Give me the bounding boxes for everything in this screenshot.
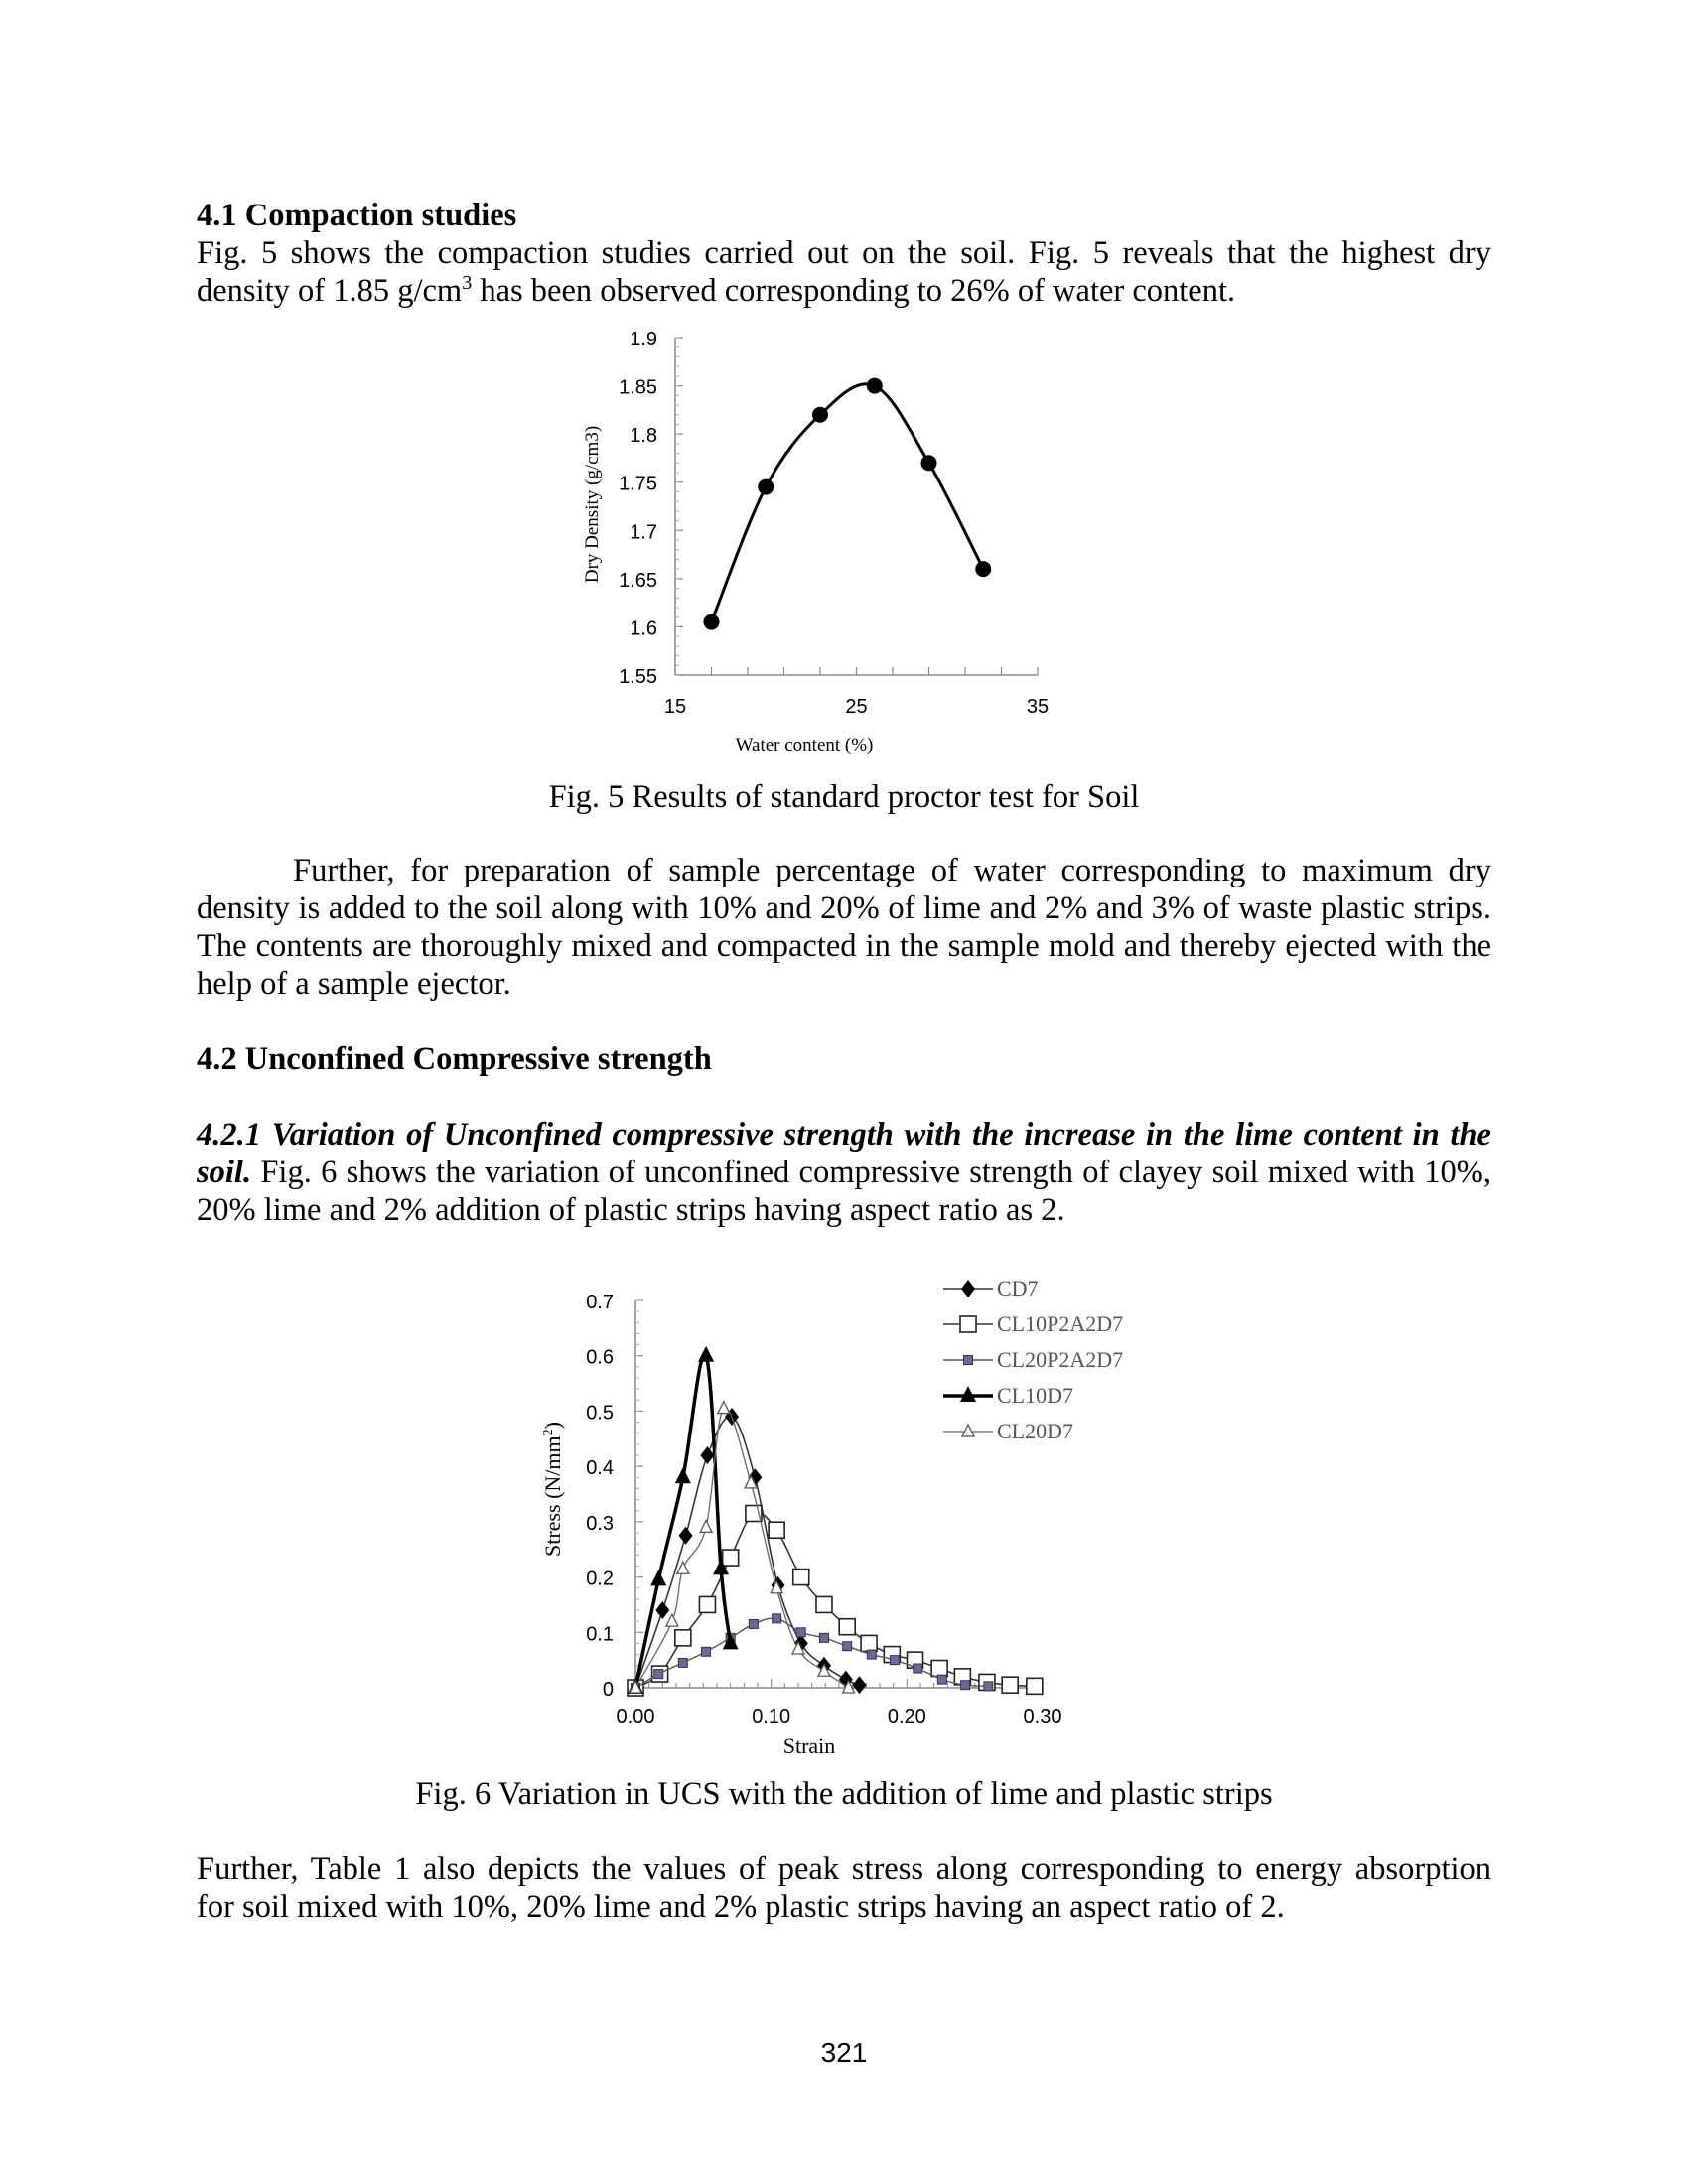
series-cl20p2a2d7 bbox=[632, 1614, 993, 1693]
cl20p2a2d7-marker bbox=[819, 1633, 828, 1642]
cd7-marker bbox=[853, 1676, 867, 1694]
legend-label: CL20P2A2D7 bbox=[997, 1347, 1124, 1372]
legend-label: CL10D7 bbox=[997, 1383, 1073, 1408]
fig5-data-point bbox=[704, 614, 720, 630]
cl20d7-marker bbox=[962, 1425, 974, 1436]
fig6-caption: Fig. 6 Variation in UCS with the addition of lime and plastic strips bbox=[415, 1776, 1273, 1812]
section-heading-4-2: 4.2 Unconfined Compressive strength bbox=[197, 1041, 712, 1077]
cl20p2a2d7-marker bbox=[678, 1658, 687, 1667]
cl20d7-marker bbox=[718, 1402, 730, 1414]
legend-item-cl10d7 bbox=[943, 1383, 1073, 1408]
paragraph-line: density of 1.85 $g/cm^3$ has been observed corresponding to 26% of water content. bbox=[197, 272, 1236, 309]
section-heading-4-1: 4.1 Compaction studies bbox=[197, 198, 517, 233]
fig5-caption: Fig. 5 Results of standard proctor test for Soil bbox=[548, 779, 1140, 815]
fig5-y-tick-label: 1.9 bbox=[630, 329, 657, 350]
subsection-title: 4.2.1 Variation of Unconfined compressive strength with the increase in the lime content in the bbox=[197, 1117, 1491, 1153]
cl20p2a2d7-marker bbox=[867, 1650, 876, 1659]
series-cl20d7 bbox=[630, 1402, 855, 1693]
cl10p2a2d7-marker bbox=[1027, 1678, 1043, 1694]
fig6-y-axis-label: Stress $(N/mm^2)$ bbox=[540, 1422, 565, 1557]
fig6-y-tick-label: 0 bbox=[602, 1679, 614, 1701]
cl10p2a2d7-marker bbox=[769, 1522, 784, 1538]
cl10d7-marker bbox=[650, 1570, 666, 1585]
fig6-y-tick-label: 0.3 bbox=[586, 1512, 614, 1535]
cl20d7-marker bbox=[700, 1520, 712, 1532]
paragraph-line: for soil mixed with 10%, 20% lime and 2% plastic strips having an aspect ratio of 2. bbox=[197, 1889, 1285, 1925]
fig6-y-tick-label: 0.6 bbox=[586, 1346, 614, 1369]
fig6-series bbox=[628, 1346, 1043, 1697]
fig5-y-tick-label: 1.85 bbox=[619, 376, 657, 399]
series-line-cl20p2a2d7 bbox=[635, 1618, 988, 1688]
cl10p2a2d7-marker bbox=[816, 1596, 832, 1612]
fig6-y-tick-label: 0.2 bbox=[586, 1568, 614, 1590]
legend-item-cl20p2a2d7 bbox=[943, 1347, 1123, 1372]
fig5-y-tick-label: 1.55 bbox=[619, 666, 657, 688]
cl10p2a2d7-marker bbox=[723, 1550, 739, 1566]
fig6-x-tick-label: 0.10 bbox=[752, 1706, 791, 1728]
legend-item-cd7 bbox=[943, 1276, 1039, 1300]
fig5-chart bbox=[556, 318, 1092, 764]
cl20p2a2d7-marker bbox=[843, 1642, 852, 1651]
fig5-points bbox=[704, 378, 992, 630]
fig5-y-axis-label: Dry Density (g/cm3) bbox=[582, 425, 603, 584]
fig6-x-tick-label: 0.20 bbox=[887, 1706, 926, 1728]
paragraph-line: The contents are thoroughly mixed and compacted in the sample mold and thereby ejected with the bbox=[197, 928, 1491, 964]
cl20p2a2d7-marker bbox=[654, 1670, 663, 1679]
fig6-chart bbox=[526, 1251, 1221, 1767]
cl10p2a2d7-marker bbox=[699, 1596, 715, 1612]
cd7-marker bbox=[961, 1280, 975, 1297]
legend-item-cl20d7 bbox=[943, 1419, 1073, 1443]
paragraph-line: Further, Table 1 also depicts the values of peak stress along corresponding to energy absorption bbox=[197, 1851, 1491, 1887]
fig5-series-line bbox=[712, 384, 984, 622]
legend-label: CD7 bbox=[997, 1276, 1039, 1300]
fig5-ticks bbox=[619, 329, 1049, 718]
cl20p2a2d7-marker bbox=[964, 1356, 973, 1365]
paragraph-line: Further, for preparation of sample percentage of water corresponding to maximum dry bbox=[293, 853, 1491, 888]
cl10d7-marker bbox=[675, 1467, 691, 1483]
cl10d7-marker bbox=[698, 1346, 714, 1362]
cl10d7-marker bbox=[960, 1386, 976, 1402]
fig5-data-point bbox=[921, 455, 937, 471]
cl20p2a2d7-marker bbox=[891, 1656, 900, 1665]
cd7-marker bbox=[679, 1527, 693, 1545]
fig5-x-axis-label: Water content (%) bbox=[735, 735, 874, 755]
cl10p2a2d7-marker bbox=[960, 1316, 976, 1332]
page-number: 321 bbox=[820, 2037, 868, 2068]
fig5-y-tick-label: 1.6 bbox=[630, 617, 657, 640]
cl10p2a2d7-marker bbox=[861, 1635, 877, 1651]
fig6-legend bbox=[943, 1276, 1123, 1443]
fig6-x-tick-label: 0.30 bbox=[1023, 1706, 1062, 1728]
fig6-y-tick-label: 0.1 bbox=[586, 1623, 614, 1646]
fig5-y-tick-label: 1.75 bbox=[619, 473, 657, 495]
fig6-y-tick-label: 0.5 bbox=[586, 1402, 614, 1425]
fig5-data-point bbox=[867, 378, 883, 394]
fig6-y-tick-label: 0.7 bbox=[586, 1292, 614, 1313]
paragraph-line: help of a sample ejector. bbox=[197, 966, 511, 1002]
fig6-x-tick-label: 0.00 bbox=[616, 1706, 655, 1728]
cl10p2a2d7-marker bbox=[793, 1570, 809, 1585]
fig5-y-tick-label: 1.7 bbox=[630, 521, 657, 544]
cl10p2a2d7-marker bbox=[931, 1661, 947, 1677]
cl20d7-marker bbox=[677, 1562, 689, 1573]
cl20p2a2d7-marker bbox=[961, 1681, 970, 1690]
cl20p2a2d7-marker bbox=[702, 1647, 711, 1656]
paragraph-line: 20% lime and 2% addition of plastic strips having aspect ratio as 2. bbox=[197, 1192, 1065, 1228]
fig5-data-point bbox=[975, 561, 991, 577]
fig5-y-tick-label: 1.8 bbox=[630, 425, 657, 448]
fig5-x-tick-label: 15 bbox=[663, 696, 687, 718]
series-line-cd7 bbox=[635, 1417, 860, 1688]
cl20p2a2d7-marker bbox=[914, 1664, 922, 1673]
cl20p2a2d7-marker bbox=[749, 1619, 758, 1628]
cl10p2a2d7-marker bbox=[675, 1630, 691, 1646]
cl10p2a2d7-marker bbox=[1002, 1677, 1018, 1693]
paragraph-line: Fig. 5 shows the compaction studies carried out on the soil. Fig. 5 reveals that the highest dry bbox=[197, 235, 1491, 271]
paragraph-line: density is added to the soil along with 10% and 20% of lime and 2% and 3% of waste plastic strips. bbox=[197, 890, 1491, 926]
fig5-data-point bbox=[812, 407, 828, 423]
legend-label: CL20D7 bbox=[997, 1419, 1073, 1443]
fig5-axes bbox=[675, 338, 1038, 675]
legend-label: CL10P2A2D7 bbox=[997, 1311, 1124, 1336]
cl20p2a2d7-marker bbox=[984, 1682, 993, 1691]
fig5-x-tick-label: 35 bbox=[1026, 696, 1050, 718]
cl20p2a2d7-marker bbox=[937, 1675, 946, 1684]
series-line-cl10p2a2d7 bbox=[635, 1512, 1035, 1688]
cl20p2a2d7-marker bbox=[773, 1614, 781, 1623]
fig5-x-tick-label: 25 bbox=[845, 696, 868, 718]
fig5-data-point bbox=[758, 479, 774, 495]
fig6-y-tick-label: 0.4 bbox=[586, 1457, 614, 1480]
legend-item-cl10p2a2d7 bbox=[943, 1311, 1123, 1336]
fig5-y-tick-label: 1.65 bbox=[619, 569, 657, 592]
cd7-marker bbox=[700, 1446, 714, 1464]
paragraph-line: soil. Fig. 6 shows the variation of unconfined compressive strength of clayey soil mixed with 10%, bbox=[197, 1155, 1491, 1190]
cl20p2a2d7-marker bbox=[796, 1628, 805, 1637]
cd7-marker bbox=[655, 1601, 669, 1619]
fig6-x-axis-label: Strain bbox=[782, 1733, 836, 1758]
cl10p2a2d7-marker bbox=[839, 1619, 855, 1635]
cl20d7-marker bbox=[666, 1614, 678, 1626]
